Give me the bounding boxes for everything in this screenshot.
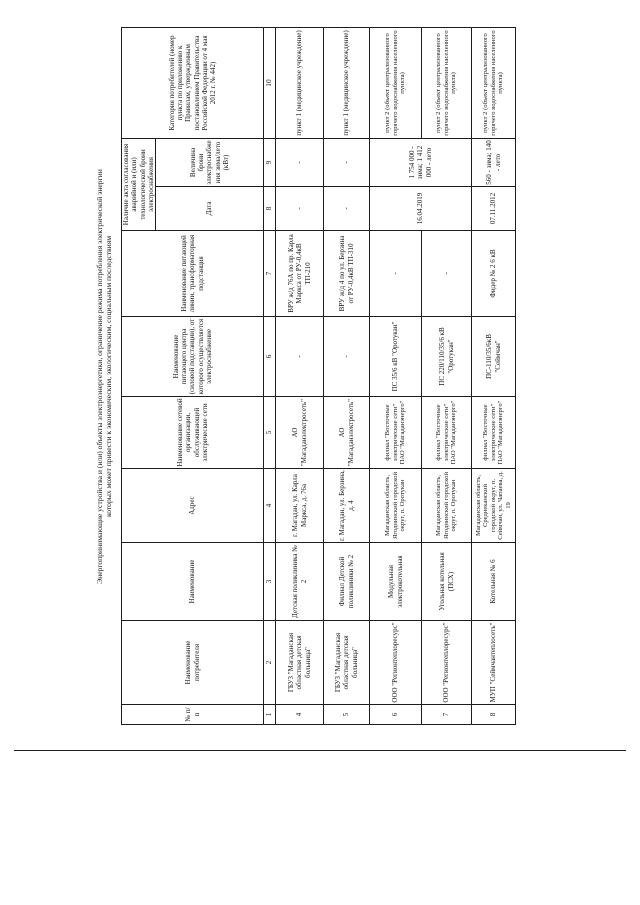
document-header (95, 28, 121, 725)
header-num: № п/п (122, 705, 264, 725)
row-date: 07.11.2012 (472, 187, 516, 231)
row-category: пункт 2 (объект централизованного горячего водоснабжения населенного пункта) (472, 28, 516, 139)
table-row (370, 28, 422, 725)
table-row (472, 28, 516, 725)
header-feeding-center: Наименование питающего центра (силовой подстанции), от которого осуществляется электроснабжение (122, 317, 264, 397)
row-feeding-center: - (324, 317, 370, 397)
bottom-divider-line (14, 750, 626, 751)
row-feeding-center: ПС 220/110/35/6 кВ "Оротукан" (422, 317, 472, 397)
colnum-8: 8 (264, 187, 276, 231)
row-num: 7 (422, 705, 472, 725)
colnum-4: 4 (264, 469, 276, 543)
table-row (324, 28, 370, 725)
row-value: - (276, 139, 324, 187)
row-name: Котельная № 6 (472, 543, 516, 621)
row-grid-org: филиал "Восточные электрические сети" ПАО "Магаданэнерго" (370, 397, 422, 469)
header-consumer: Наименование потребителя (122, 621, 264, 705)
colnum-10: 10 (264, 28, 276, 139)
table-row (422, 28, 472, 725)
row-value: - (324, 139, 370, 187)
row-address: Магаданская область, Ягоднинский городской округ, п. Оротукан (422, 469, 472, 543)
row-feeding-center: ПС 35/6 кВ "Оротукан" (370, 317, 422, 397)
row-address: Магаданская область, Ягоднинский городской округ, п. Оротукан (370, 469, 422, 543)
colnum-5: 5 (264, 397, 276, 469)
row-category: пункт 2 (объект централизованного горячего водоснабжения населенного пункта) (422, 28, 472, 139)
colnum-2: 2 (264, 621, 276, 705)
row-date-merged: 16.04.2019 (370, 187, 472, 231)
row-grid-org: филиал "Восточные электрические сети" ПАО "Магаданэнерго" (472, 397, 516, 469)
header-feeding-line: Наименование питающей линии, трансформаторная подстанция (122, 231, 264, 317)
header-line-2: которых может привести к экономическим, экологическим, социальным последствиям (104, 235, 113, 518)
row-feeding-line: ВРУ ж/д 76А по пр. Карла Маркса от РУ-0,4кВ ТП-210 (276, 231, 324, 317)
row-grid-org: АО "Магаданэлектросеть" (324, 397, 370, 469)
row-name: Детская поликлиника № 2 (276, 543, 324, 621)
row-feeding-line: Фидер № 2 6 кВ (472, 231, 516, 317)
row-grid-org: АО "Магаданэлектросеть" (276, 397, 324, 469)
row-feeding-line: ВРУ ж/д 4 по ул. Берзина от РУ-0,4кВ ТП-310 (324, 231, 370, 317)
row-name: Филиал Детской поликлиники № 2 (324, 543, 370, 621)
header-address: Адрес (122, 469, 264, 543)
row-category: пункт 1 (медицинское учреждение) (324, 28, 370, 139)
row-num: 6 (370, 705, 422, 725)
header-row-1 (122, 28, 156, 725)
row-value-merged: 1 754 000 - зима; 1 412 000 - лето (370, 139, 472, 187)
row-feeding-line: - (422, 231, 472, 317)
row-name: Угольная котельная (ПСХ) (422, 543, 472, 621)
column-numbers-row (264, 28, 276, 725)
rotated-document (95, 28, 515, 725)
row-consumer: МУП "Сеймчантеплосеть" (472, 621, 516, 705)
header-grid-org: Наименование сетевой организации, обслуживающей электрические сети (122, 397, 264, 469)
table-row (276, 28, 324, 725)
row-name: Модульная электрокотельная (370, 543, 422, 621)
row-address: г. Магадан, ул. Карла Маркса, д. 76а (276, 469, 324, 543)
row-consumer: ООО "Регионтеплоресурс" (370, 621, 422, 705)
colnum-1: 1 (264, 705, 276, 725)
colnum-3: 3 (264, 543, 276, 621)
row-consumer: ГБУЗ "Магаданская областная детская больница" (276, 621, 324, 705)
row-address: Магаданская область, Среднеканский городской округ, п. Сеймчан, ул. Чапаева, д. 19 (472, 469, 516, 543)
row-feeding-line: - (370, 231, 422, 317)
row-grid-org: филиал "Восточные электрические сети" ПАО "Магаданэнерго" (422, 397, 472, 469)
row-address: г. Магадан, ул. Берзина, д. 4 (324, 469, 370, 543)
header-name: Наименование (122, 543, 264, 621)
row-num: 4 (276, 705, 324, 725)
row-consumer: ООО "Регионтеплоресурс" (422, 621, 472, 705)
row-num: 5 (324, 705, 370, 725)
row-feeding-center: - (276, 317, 324, 397)
colnum-6: 6 (264, 317, 276, 397)
row-date: - (324, 187, 370, 231)
header-reservation-act: Наличие акта согласования аварийной и (или) технологической брони электроснабжения (122, 139, 156, 231)
row-date: - (276, 187, 324, 231)
row-feeding-center: ПС-110/35/6кВ "Сеймчан" (472, 317, 516, 397)
consumers-table (121, 27, 516, 725)
colnum-7: 7 (264, 231, 276, 317)
row-consumer: ГБУЗ "Магаданская областная детская больница" (324, 621, 370, 705)
row-category: пункт 2 (объект централизованного горячего водоснабжения населенного пункта) (370, 28, 422, 139)
header-line-1: Энергопринимающие устройства и (или) объекты электроэнергетики, ограничение режима потребления электрической энергии (95, 169, 104, 584)
header-emergency-value: Величина брони электроснабжения зима/лето (кВт) (156, 139, 264, 187)
header-category: Категория потребителей (номер пункта по приложению к Правилам, утвержденным постановлением Правительства Российской Федерации от 4 мая 2012 г. № 442) (122, 28, 264, 139)
row-num: 8 (472, 705, 516, 725)
row-value: 560 - зима; 140 - лето (472, 139, 516, 187)
colnum-9: 9 (264, 139, 276, 187)
row-category: пункт 1 (медицинское учреждение) (276, 28, 324, 139)
header-date: Дата (156, 187, 264, 231)
